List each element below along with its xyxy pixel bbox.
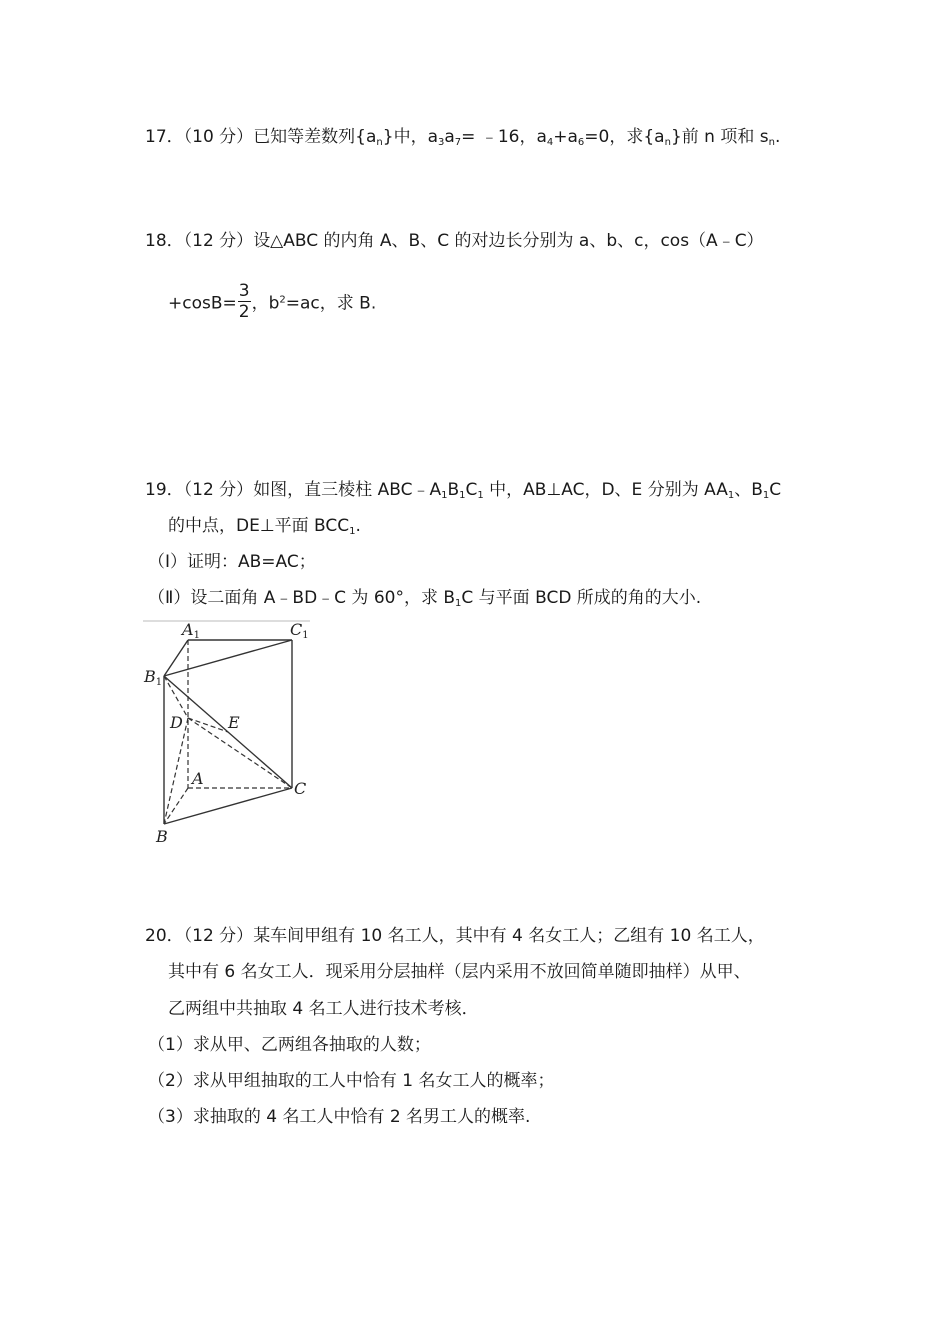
edge-d-e	[188, 718, 228, 732]
label-e: E	[228, 713, 240, 732]
problem-19-part-2: （Ⅱ）设二面角 A﹣BD﹣C 为 60°，求 $B_1C$ 与平面 BCD 所成的角的大小.	[148, 588, 702, 609]
label-a: A	[192, 769, 204, 788]
fraction-three-halves: $\frac{3}{2}$	[238, 281, 250, 322]
problem-18-line-2: +cosB= $\frac{3}{2}$ ，$b^2=ac$，求 B.	[168, 281, 377, 322]
edge-d-b	[164, 718, 188, 824]
problem-17: 17．（10 分）已知等差数列$\{a_n\}$中，$a_3a_7=$ ﹣16，$a_4+a_6=0$，求$\{a_n\}$前 n 项和 $s_n$.	[145, 127, 781, 148]
problem-18-line-1: 18．（12 分）设△ABC 的内角 A、B、C 的对边长分别为 a、b、c，cos（A﹣C）	[145, 231, 764, 251]
prism-figure	[140, 618, 320, 850]
edge-d-c	[188, 718, 292, 788]
problem-20-question-1: （1）求从甲、乙两组各抽取的人数；	[148, 1035, 431, 1055]
label-b1: B1	[144, 667, 163, 688]
problem-20-line-1: 20．（12 分）某车间甲组有 10 名工人，其中有 4 名女工人；乙组有 10 名工人，	[145, 926, 765, 946]
problem-20-line-2: 其中有 6 名女工人．现采用分层抽样（层内采用不放回简单随即抽样）从甲、	[168, 962, 751, 982]
problem-19-line-2: 的中点，DE⊥平面 $BCC_1$.	[168, 516, 361, 537]
label-c: C	[294, 779, 307, 798]
label-d: D	[170, 713, 183, 732]
problem-19-line-1: 19．（12 分）如图，直三棱柱 $ABC﹣A_1B_1C_1$ 中，AB⊥AC，D、E 分别为 $AA_1$、$B_1C$	[145, 480, 782, 501]
problem-20-line-3: 乙两组中共抽取 4 名工人进行技术考核．	[168, 999, 479, 1019]
edge-b-c	[164, 788, 292, 824]
edge-b1-d	[164, 676, 188, 718]
label-a1: A1	[182, 620, 200, 641]
problem-20-question-3: （3）求抽取的 4 名工人中恰有 2 名男工人的概率.	[148, 1107, 531, 1127]
problem-20-question-2: （2）求从甲组抽取的工人中恰有 1 名女工人的概率；	[148, 1071, 555, 1091]
label-b: B	[156, 827, 168, 846]
label-c1: C1	[290, 620, 309, 641]
edge-b1-c1	[164, 640, 292, 676]
problem-19-part-1: （Ⅰ）证明：AB=AC；	[148, 552, 316, 572]
